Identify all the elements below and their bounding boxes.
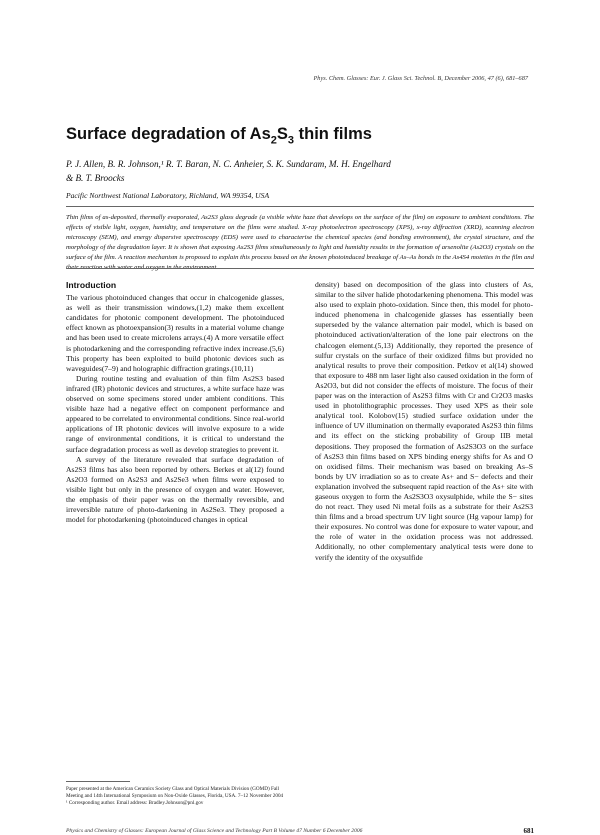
author-list bbox=[66, 157, 536, 185]
title-subscript-1: 2 bbox=[270, 134, 277, 147]
left-column bbox=[66, 280, 284, 525]
section-heading-introduction: Introduction bbox=[66, 280, 117, 290]
paragraph: The various photoinduced changes that occur in chalcogenide glasses, as well as their transmission windows,(1,2) make them excellent candidates for photonic component development. The photoinduced effect known as photoexpansion(3) results in a material volume change and has been used to create microlens arrays.(4) A more versatile effect is photodarkening and the corresponding refractive index increase.(5,6) This property has been exploited to build photonic devices such as waveguides(7–9) and holographic diffraction gratings.(10,11) bbox=[66, 293, 284, 373]
abstract-top-rule bbox=[66, 206, 534, 207]
journal-footer: Physics and Chemistry of Glasses: European Journal of Glass Science and Technology Part B Volume 47 Number 6 December 2006 bbox=[66, 828, 363, 834]
authors-line-2: & B. T. Broocks bbox=[66, 173, 125, 183]
footnotes bbox=[66, 786, 284, 807]
title-suffix: thin films bbox=[294, 125, 372, 143]
footnote-corresponding-author: ¹ Corresponding author. Email address: Bradley.Johnson@pnl.gov bbox=[66, 800, 204, 807]
paragraph: A survey of the literature revealed that surface degradation of As2S3 films has also been reported by others. Berkes et al(12) found As2O3 formed on As2S3 and As2Se3 when films were exposed to visible light but only in the presence of oxygen and water. However, the emphasis of their paper was on the thermally reversible, and irreversible nature of photo-darkening in As2Se3. They proposed a model for photodarkening (photoinduced changes in optical bbox=[66, 454, 284, 525]
title-prefix: Surface degradation of As bbox=[66, 125, 271, 143]
title-subscript-2: 3 bbox=[287, 134, 295, 147]
affiliation: Pacific Northwest National Laboratory, Richland, WA 99354, USA bbox=[66, 191, 270, 200]
paragraph: During routine testing and evaluation of thin film As2S3 based infrared (IR) photonic devices and structures, a white surface haze was observed on some specimens stored under ambient conditions. This visible haze had a negative effect on component performance and appeared to be correlated to environmental conditions. Since real-world applications of IR photonic devices will involve exposure to a wide range of environmental conditions, it is critical to understand the surface degradation process as well as develop strategies to prevent it. bbox=[66, 373, 284, 454]
paragraph: density) based on decomposition of the glass into clusters of As, similar to the silver halide photodarkening phenomena. This model was also used to explain photo-oxidation. Since then, this model for photo-induced phenomena in chalcogenide glasses has essentially been superseded by the valance alternation pair model, which is based on photoinduced activation/alteration of the lone pair electrons on the chalcogen element.(5,13) Additionally, they reported the presence of sulfur crystals on the surface of their oxidized films but provided no analytical results to prove their composition. Petkov et al(14) showed that exposure to 488 nm laser light also caused oxidation in the form of As2O3, but did not consider the effects of moisture. The focus of their paper was on the interaction of As2S3 films with Cr and Cr2O3 masks used in photolithographic processes. They used XPS as their sole analytical tool. Kolobov(15) studied surface oxidation under the influence of UV illumination on thermally evaporated As2S3 thin films and its effect on the sticking probability of Group IIB metal depositions. They proposed the formation of As2S3O3 on the surface of As2S3 thin films based on XPS binding energy shifts for As and O on oxidised films. Their mechanism was based on breaking As–S bonds by UV irradiation so as to create As+ and S− defects and their explanation involved the subsequent rapid reaction of the As+ site with gaseous oxygen to form the As2S3O3 oxysulphide, while the S− sites do not react. They used Ni metal foils as a substrate for their As2S3 thin films and a broad spectrum UV light source (Hg vapour lamp) for their exposures. No control was done for exposure to water vapour, and the role of water in the oxidation process was not addressed. Additionally, no other complementary analytical tests were done to verify the identity of the oxysulfide bbox=[315, 280, 533, 562]
journal-citation-header: Phys. Chem. Glasses: Eur. J. Glass Sci. Technol. B, December 2006, 47 (6), 681–687 bbox=[313, 75, 528, 82]
article-title bbox=[66, 125, 372, 147]
abstract: Thin films of as-deposited, thermally evaporated, As2S3 glass degrade (a visible white haze that develops on the surface of the film) on exposure to ambient conditions. The effects of visible light, oxygen, humidity, and temperature on the films were studied. X-ray photoelectron spectroscopy (XPS), x-ray diffraction (XRD), scanning electron microscopy (SEM), and energy dispersive spectroscopy (EDS) were used to characterise the chemical species (and bonding environment), the crystal structure, and the morphology of the degradation layer. It is shown that exposing As2S3 films simultaneously to light and humidity results in the formation of arsenolite (As2O3) crystals on the surface of the film. A reaction mechanism is proposed to explain this process based on the known photoinduced breakage of As–As bonds in the As4S4 moieties in the film and their reaction with water and oxygen in the environment. bbox=[66, 214, 534, 272]
title-mid: S bbox=[276, 125, 288, 143]
right-column bbox=[315, 280, 533, 563]
footnote-rule bbox=[66, 781, 130, 782]
abstract-bottom-rule bbox=[66, 268, 534, 269]
page-number: 681 bbox=[523, 827, 534, 835]
authors-line-1: P. J. Allen, B. R. Johnson,¹ R. T. Baran, N. C. Anheier, S. K. Sundaram, M. H. Engelhard bbox=[66, 159, 391, 169]
footnote-conference: Paper presented at the American Ceramics Society Glass and Optical Materials Division (GOMD) Fall Meeting and 14th International Symposium on Non-Oxide Glasses, Florida, USA. 7–12 November 2004 bbox=[66, 786, 284, 800]
